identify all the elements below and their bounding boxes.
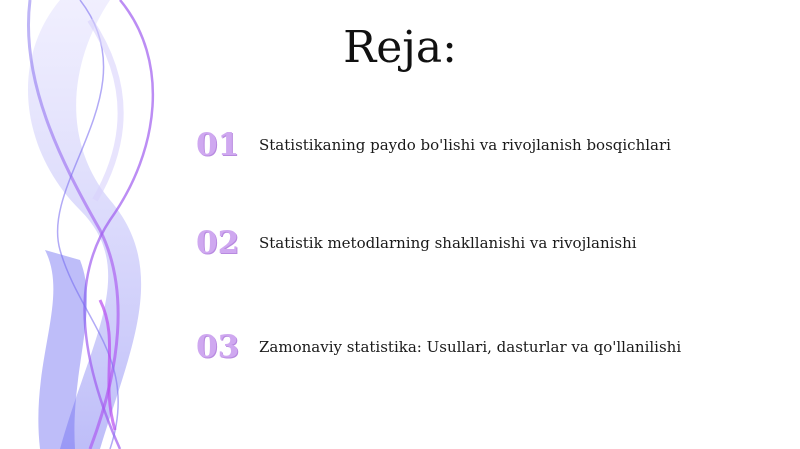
item-text: Statistik metodlarning shakllanishi va rivojlanishi [259,234,637,252]
item-number: 03 [196,329,240,365]
item-number: 02 [196,225,240,261]
item-number: 01 [196,127,240,163]
item-text: Statistikaning paydo bo'lishi va rivojlanish bosqichlari [259,136,671,154]
list-item [196,322,776,372]
list-item [196,218,776,268]
slide-title: Reja: [343,22,457,73]
purple-smoke-ribbon-decoration [0,0,200,449]
list-item [196,120,776,170]
item-text: Zamonaviy statistika: Usullari, dasturlar va qo'llanilishi [259,338,682,356]
